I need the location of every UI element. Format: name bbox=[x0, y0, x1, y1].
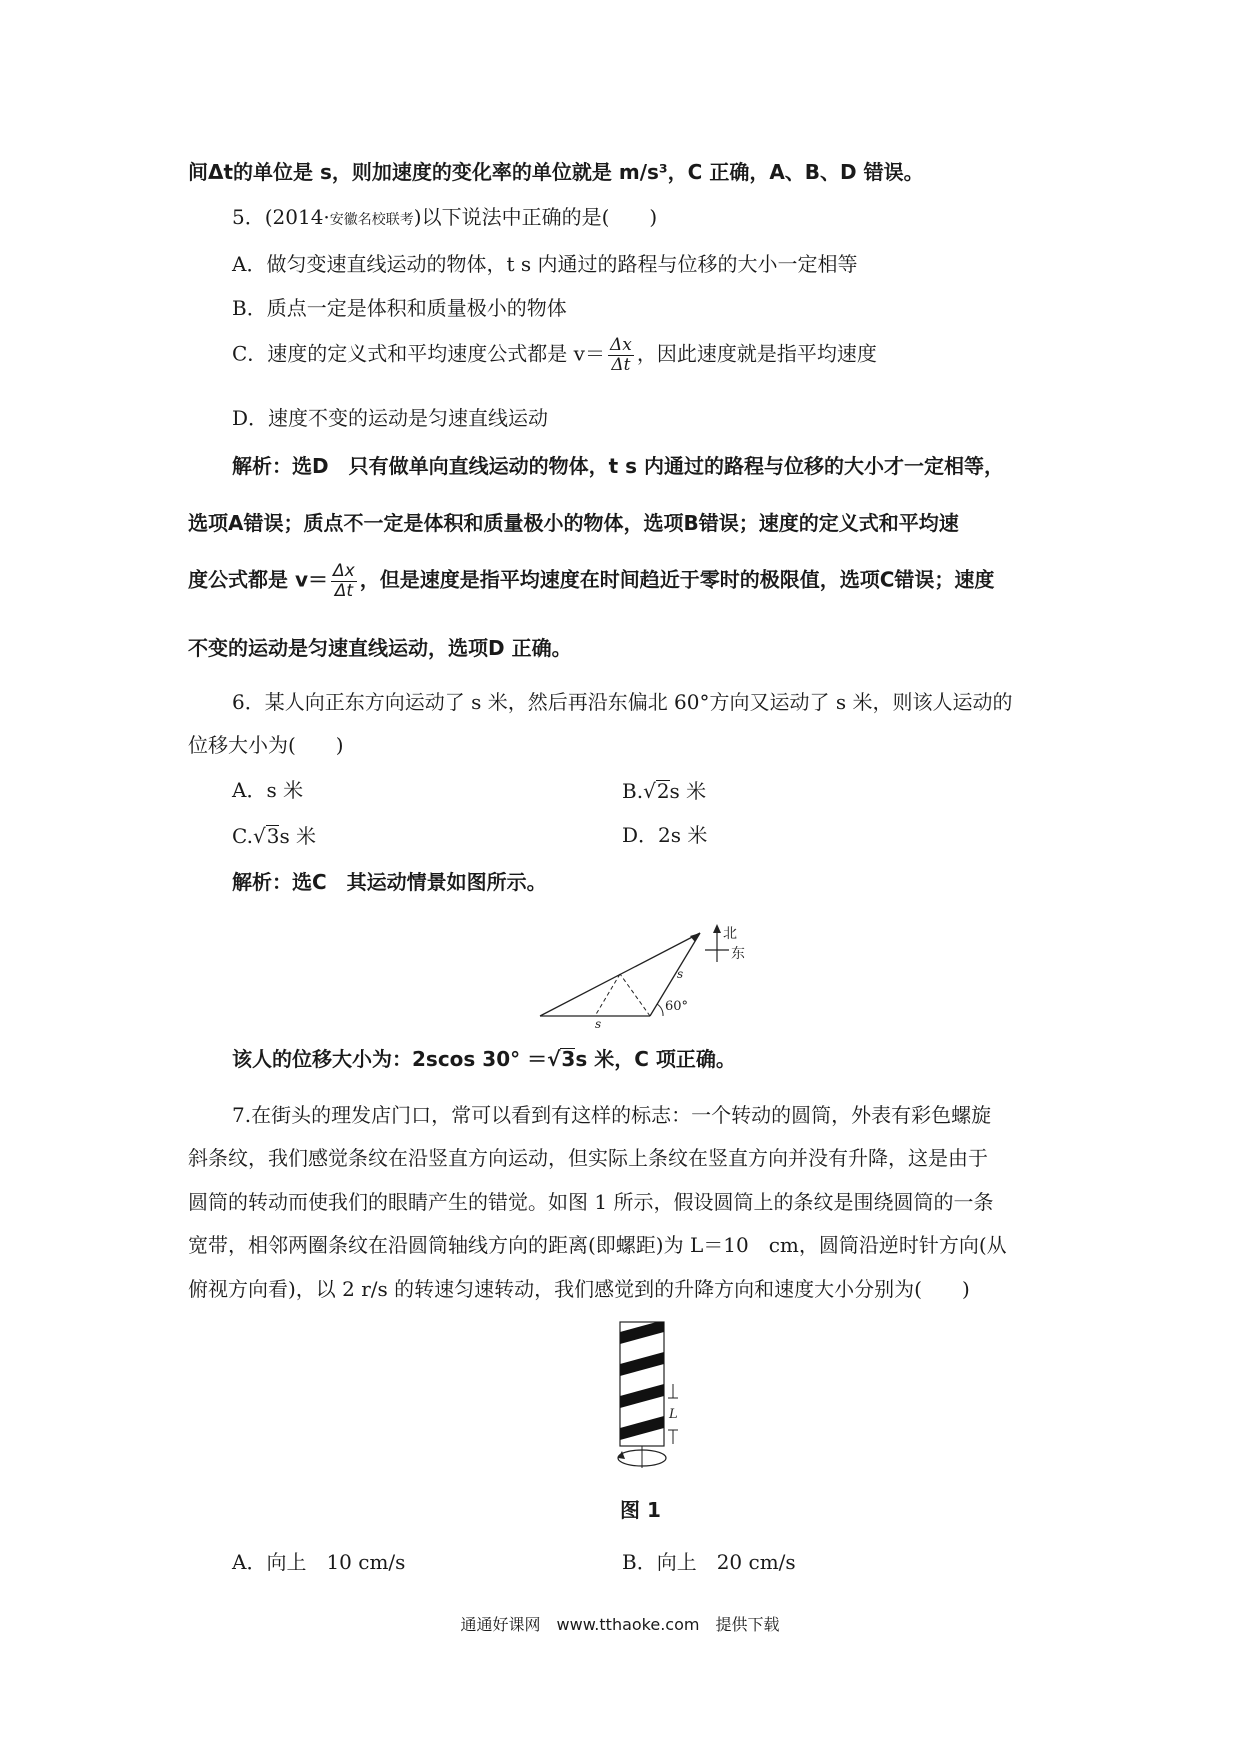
fraction-denominator: Δt bbox=[334, 580, 353, 601]
q7-stem-line-1: 7.在街头的理发店门口，常可以看到有这样的标志：一个转动的圆筒，外表有彩色螺旋 bbox=[232, 1103, 992, 1127]
fraction-denominator: Δt bbox=[611, 354, 631, 375]
north-label: 北 bbox=[723, 926, 737, 942]
q6-result-text: 该人的位移大小为：2scos 30° ＝ bbox=[232, 1047, 548, 1071]
figure-caption: 图 1 bbox=[620, 1498, 661, 1522]
q5-source-name: 安徽名校联考 bbox=[329, 212, 414, 228]
q5-option-c-tail: ，因此速度就是指平均速度 bbox=[636, 341, 877, 366]
q7-stem-line-4: 宽带，相邻两圈条纹在沿圆筒轴线方向的距离(即螺距)为 L＝10 cm，圆筒沿逆时针方向(从 bbox=[188, 1233, 1007, 1257]
fraction-numerator: Δx bbox=[333, 561, 355, 581]
pitch-label: L bbox=[669, 1407, 678, 1422]
q6-option-c-unit: s 米 bbox=[279, 824, 317, 848]
q5-source-open: (2014· bbox=[264, 205, 330, 229]
east-label: 东 bbox=[731, 946, 745, 962]
fraction-numerator: Δx bbox=[609, 335, 632, 355]
barber-pole-figure bbox=[600, 1318, 700, 1470]
q5-option-b: B．质点一定是体积和质量极小的物体 bbox=[232, 296, 567, 320]
dashed-helper-1 bbox=[620, 974, 650, 1016]
page-footer: 通通好课网 www.tthaoke.com 提供下载 bbox=[460, 1615, 780, 1634]
q7-option-a: A．向上 10 cm/s bbox=[232, 1550, 406, 1574]
previous-analysis-end: 间Δt的单位是 s，则加速度的变化率的单位就是 m/s³，C 正确，A、B、D 错误。 bbox=[188, 160, 924, 184]
q6-result bbox=[232, 1048, 736, 1069]
q5-analysis-line-3 bbox=[188, 562, 994, 600]
angle-label: 60° bbox=[665, 999, 689, 1014]
radicand: 2 bbox=[656, 779, 670, 803]
angle-arc bbox=[657, 1004, 663, 1016]
q6-option-b bbox=[622, 780, 706, 801]
sqrt-sign: √ bbox=[547, 1047, 561, 1071]
q5-number: 5． bbox=[232, 205, 265, 229]
q6-stem-line-1: 6．某人向正东方向运动了 s 米，然后再沿东偏北 60°方向又运动了 s 米，则该人运动的 bbox=[232, 690, 1013, 714]
q6-analysis: 解析：选C 其运动情景如图所示。 bbox=[232, 870, 547, 894]
q5-option-c-text: C．速度的定义式和平均速度公式都是 v＝ bbox=[232, 341, 605, 366]
q5-stem bbox=[232, 207, 657, 227]
q7-option-b: B．向上 20 cm/s bbox=[622, 1550, 796, 1574]
q6-result-tail: s 米，C 项正确。 bbox=[575, 1047, 736, 1071]
q5-analysis-line-4: 不变的运动是匀速直线运动，选项D 正确。 bbox=[188, 636, 572, 660]
analysis-velocity-fraction bbox=[331, 562, 357, 600]
q6-option-a: A．s 米 bbox=[232, 778, 304, 802]
q6-option-c bbox=[232, 825, 316, 846]
radicand: 3 bbox=[561, 1047, 576, 1071]
q5-option-c bbox=[232, 336, 877, 374]
q6-option-d: D．2s 米 bbox=[622, 823, 708, 847]
q5-option-d: D．速度不变的运动是匀速直线运动 bbox=[232, 406, 549, 430]
q5-analysis-line-1: 解析：选D 只有做单向直线运动的物体，t s 内通过的路程与位移的大小才一定相等， bbox=[232, 454, 1004, 478]
q5-analysis-line-2: 选项A错误；质点不一定是体积和质量极小的物体，选项B错误；速度的定义式和平均速 bbox=[188, 511, 959, 535]
q5-source-close: )以下说法中正确的是( ) bbox=[413, 205, 658, 229]
q7-stem-line-3: 圆筒的转动而使我们的眼睛产生的错觉。如图 1 所示，假设圆筒上的条纹是围绕圆筒的一条 bbox=[188, 1190, 994, 1214]
radicand: 3 bbox=[266, 824, 280, 848]
segment-label-bottom: s bbox=[595, 1017, 602, 1028]
segment-label-side: s bbox=[677, 967, 684, 981]
sqrt-sign: √ bbox=[252, 824, 266, 848]
q6-option-b-unit: s 米 bbox=[669, 779, 707, 803]
q7-stem-line-2: 斜条纹，我们感觉条纹在沿竖直方向运动，但实际上条纹在竖直方向并没有升降，这是由于 bbox=[188, 1146, 988, 1170]
q6-option-c-label: C. bbox=[232, 824, 253, 848]
sqrt-sign: √ bbox=[643, 779, 656, 803]
q6-option-b-label: B. bbox=[622, 779, 644, 803]
north-arrow-icon bbox=[713, 924, 721, 933]
velocity-fraction bbox=[608, 336, 634, 374]
displacement-diagram bbox=[535, 918, 755, 1028]
q5-analysis-line-3-text: 度公式都是 v＝ bbox=[188, 567, 328, 592]
q6-stem-line-2: 位移大小为( ) bbox=[188, 733, 344, 757]
q5-option-a: A．做匀变速直线运动的物体，t s 内通过的路程与位移的大小一定相等 bbox=[232, 252, 858, 276]
q5-analysis-line-3-tail: ，但是速度是指平均速度在时间趋近于零时的极限值，选项C错误；速度 bbox=[359, 567, 995, 592]
arrowhead bbox=[690, 933, 700, 942]
q7-stem-line-5: 俯视方向看)，以 2 r/s 的转速匀速转动，我们感觉到的升降方向和速度大小分别为( ) bbox=[188, 1277, 970, 1301]
